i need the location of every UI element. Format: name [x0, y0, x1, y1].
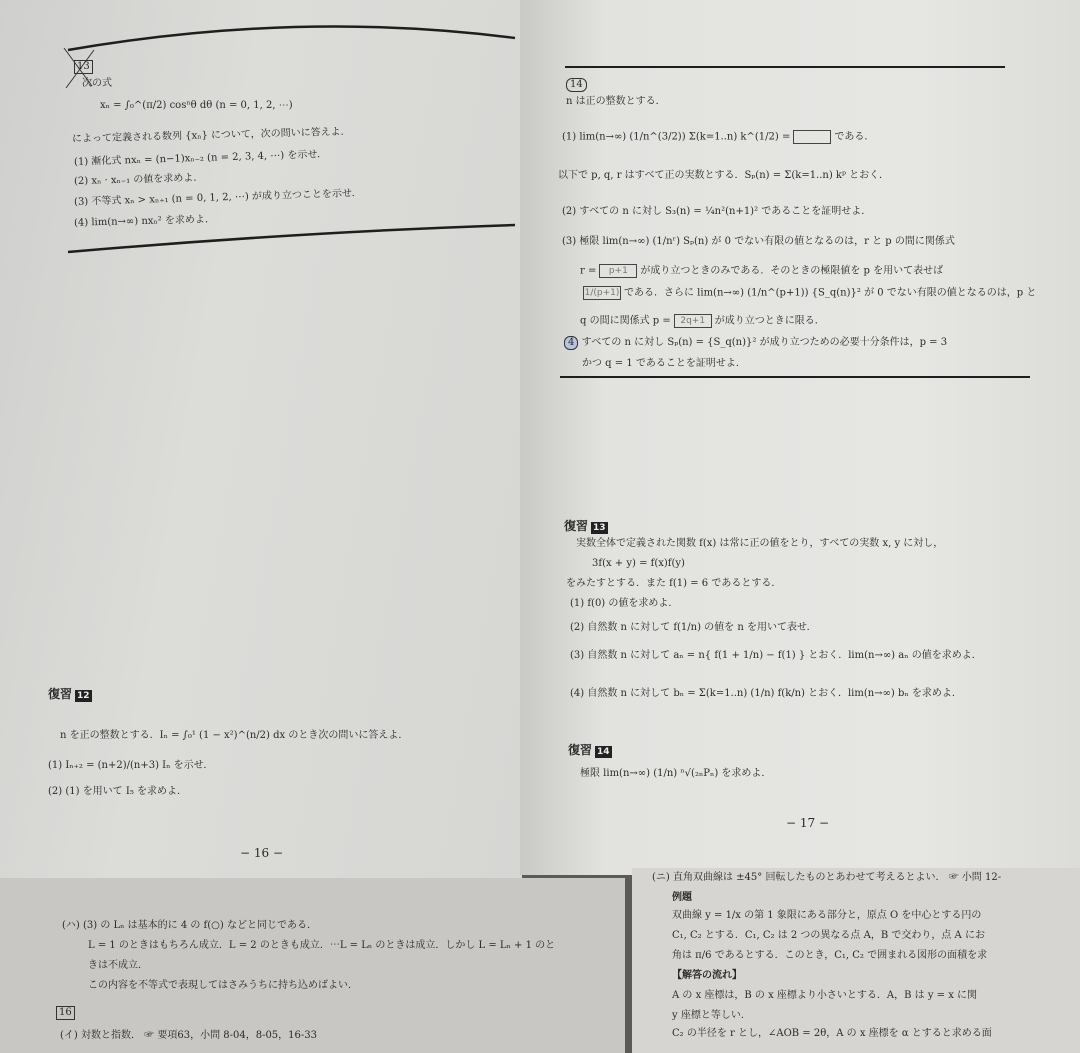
- problem-number: 14: [566, 78, 587, 92]
- item-text: q の間に関係式 p =: [580, 315, 671, 327]
- problem-14-item-4-line-1: [564, 336, 1072, 350]
- problem-14-item-3-line-3: [580, 286, 1072, 300]
- sheet-line-2: L = 1 のときはもちろん成立．L = 2 のときも成立．⋯L = Lₙ のときは成立．しかし L = Lₙ + 1 のと: [88, 940, 556, 951]
- page-number-17: − 17 −: [786, 816, 830, 830]
- problem-13-stem: によって定義される数列 {xₙ} について，次の問いに答えよ．: [71, 126, 351, 145]
- answer-box: [793, 130, 831, 144]
- problem-13-item-4: (4) lim(n→∞) nxₙ² を求めよ．: [73, 214, 216, 229]
- item-text: (1) lim(n→∞) (1/n^(3/2)) Σ(k=1..n) k^(1/2) =: [562, 131, 791, 143]
- handwritten-answer-box: 2q+1: [674, 314, 712, 328]
- review-13-equation: 3f(x + y) = f(x)f(y): [592, 558, 685, 569]
- problem-14-item-1: [562, 130, 1072, 144]
- problem-14-item-2: (2) すべての n に対し S₃(n) = ¼n²(n+1)² であることを証明せよ．: [562, 206, 872, 217]
- bottom-rule: [560, 376, 1030, 378]
- problem-13-item-1: (1) 漸化式 nxₙ = (n−1)xₙ₋₂ (n = 2, 3, 4, ⋯) を示せ．: [73, 148, 328, 168]
- item-text: である．さらに lim(n→∞) (1/n^(p+1)) {S_q(n)}² が 0 でない有限の値となるのは，p と: [624, 287, 1037, 299]
- page-number-16: − 16 −: [240, 846, 284, 860]
- review-13-line-2: をみたすとする．また f(1) = 6 であるとする．: [566, 578, 782, 589]
- review-heading-label: 復習: [568, 743, 593, 757]
- review-13-heading: [564, 520, 1072, 534]
- item-text: である．: [834, 131, 875, 143]
- item-text: が成り立つときに限る．: [714, 315, 825, 327]
- review-13-item-1: (1) f(0) の値を求めよ．: [570, 598, 679, 609]
- sheet-line-4: C₁, C₂ とする．C₁, C₂ は 2 つの異なる点 A，B で交わり，点 A にお: [672, 930, 985, 941]
- review-12-heading: [48, 688, 514, 702]
- sheet-line-9: C₂ の半径を r とし，∠AOB = 2θ，A の x 座標を α とすると求める面: [672, 1028, 992, 1039]
- sheet-line-8: y 座標と等しい．: [672, 1010, 751, 1021]
- right-page: [520, 0, 1080, 875]
- sheet-line-4: この内容を不等式で表現してはさみうちに持ち込めばよい．: [88, 980, 358, 991]
- review-13-item-3: (3) 自然数 n に対して aₙ = n{ f(1 + 1/n) − f(1) } とおく．lim(n→∞) aₙ の値を求めよ．: [570, 650, 982, 661]
- review-13-item-4: (4) 自然数 n に対して bₙ = Σ(k=1..n) (1/n) f(k/n) とおく．lim(n→∞) bₙ を求めよ．: [570, 688, 962, 699]
- sheet-line-1: (ハ) (3) の Lₙ は基本的に 4 の f(○) などと同じである．: [62, 920, 317, 931]
- review-heading-label: 復習: [564, 519, 589, 533]
- bottom-left-sheet: [0, 878, 625, 1053]
- problem-14-item-3-line-4: [580, 314, 1072, 328]
- section-number: [56, 1006, 617, 1020]
- review-12-item-1: (1) Iₙ₊₂ = (n+2)/(n+3) Iₙ を示せ．: [48, 760, 214, 771]
- sheet-line-3: 双曲線 y = 1/x の第 1 象限にある部分と，原点 O を中心とする円の: [672, 910, 982, 921]
- review-12-item-2: (2) (1) を用いて I₅ を求めよ．: [48, 786, 188, 797]
- item-text: が成り立つときのみである．そのときの極限値を p を用いて表せば: [640, 265, 944, 277]
- problem-14-item-3-line-2: [580, 264, 1072, 278]
- review-number: 13: [593, 523, 606, 533]
- problem-14-intro: n は正の整数とする．: [566, 96, 666, 107]
- problem-14-number: [566, 78, 1072, 92]
- item-text: すべての n に対し Sₚ(n) = {S_q(n)}² が成り立つための必要十分条件は，p = 3: [581, 337, 948, 348]
- review-number: 12: [77, 691, 90, 701]
- problem-13-item-2: (2) xₙ · xₙ₋₁ の値を求めよ．: [73, 172, 204, 188]
- problem-14-item-4-line-2: かつ q = 1 であることを証明せよ．: [582, 358, 746, 369]
- sheet-line-5: 角は π/6 であるとする．このとき，C₁, C₂ で囲まれる図形の面積を求: [672, 950, 988, 961]
- problem-13-item-3: (3) 不等式 xₙ > xₙ₊₁ (n = 0, 1, 2, ⋯) が成り立つことを示せ．: [73, 187, 362, 208]
- bottom-right-sheet: [632, 868, 1080, 1053]
- problem-14-condition: 以下で p, q, r はすべて正の実数とする．Sₚ(n) = Σ(k=1..n) kᵖ とおく．: [558, 170, 889, 181]
- sheet-line-1: (ニ) 直角双曲線は ±45° 回転したものとあわせて考えるとよい． ☞ 小問 12-: [652, 872, 1002, 883]
- section-number-label: 16: [56, 1006, 75, 1020]
- item-text: r =: [580, 265, 597, 277]
- left-page: [0, 0, 522, 885]
- review-heading-label: 復習: [48, 687, 73, 701]
- review-14-text: 極限 lim(n→∞) (1/n) ⁿ√(₂ₙPₙ) を求めよ．: [580, 768, 772, 779]
- handwritten-answer-box: 1/(p+1): [584, 288, 620, 298]
- solution-flow-heading: 【解答の流れ】: [672, 970, 742, 981]
- problem-number: 13: [74, 60, 93, 74]
- handwritten-answer-box: p+1: [599, 264, 637, 278]
- problem-14-item-3-line-1: (3) 極限 lim(n→∞) (1/nʳ) Sₚ(n) が 0 でない有限の値となるのは，r と p の間に関係式: [562, 236, 955, 247]
- review-number: 14: [597, 747, 610, 757]
- example-label: 例題: [672, 892, 692, 903]
- sheet-line-7: A の x 座標は，B の x 座標より小さいとする．A，B は y = x に関: [672, 990, 978, 1001]
- sheet-footer: (イ) 対数と指数． ☞ 要項63，小問 8-04，8-05，16-33: [60, 1030, 318, 1041]
- review-13-item-2: (2) 自然数 n に対して f(1/n) の値を n を用いて表せ．: [570, 622, 817, 633]
- top-rule: [565, 66, 1005, 68]
- problem-13-number: [74, 60, 514, 74]
- review-13-line-1: 実数全体で定義された関数 f(x) は常に正の値をとり，すべての実数 x, y に対し，: [576, 538, 944, 549]
- review-12-stem: n を正の整数とする．Iₙ = ∫₀¹ (1 − x²)^(n/2) dx のとき次の問いに答えよ．: [60, 730, 409, 741]
- sheet-line-3: きは不成立．: [88, 960, 148, 971]
- problem-13-intro: 次の式: [82, 78, 112, 89]
- circled-item-number: 4: [564, 336, 578, 350]
- problem-13-formula: xₙ = ∫₀^(π/2) cosⁿθ dθ (n = 0, 1, 2, ⋯): [100, 100, 293, 111]
- review-14-heading: [568, 744, 1072, 758]
